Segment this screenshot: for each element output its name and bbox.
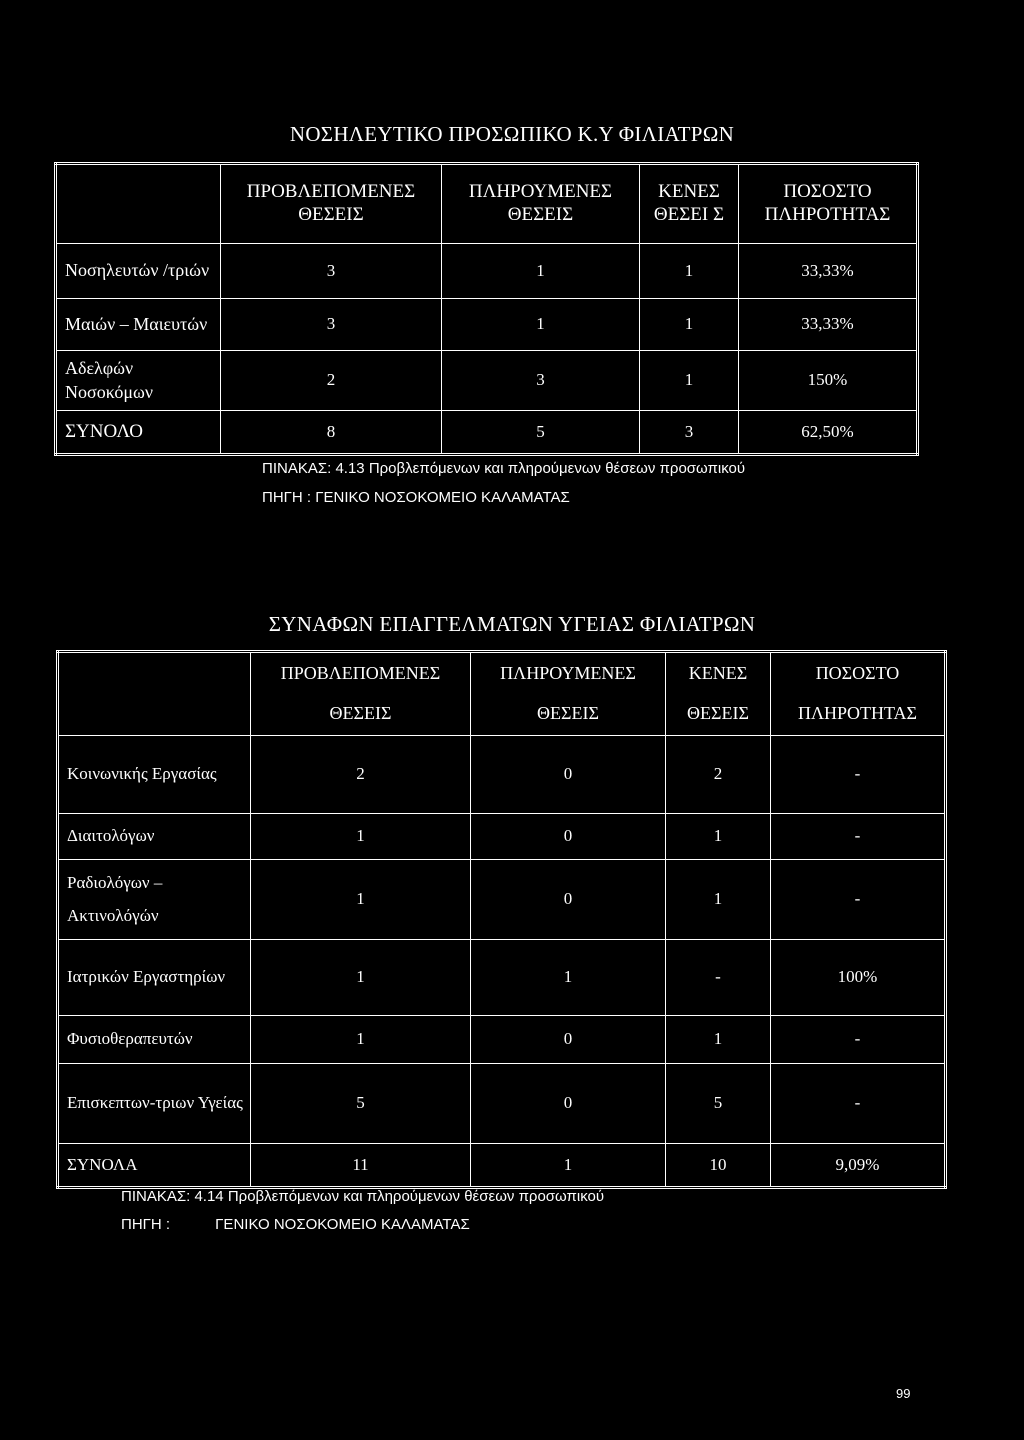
table1-header-planned: ΠΡΟΒΛΕΠΟΜΕΝΕΣ ΘΕΣΕΙΣ [221, 164, 442, 244]
cell-filled: 0 [471, 736, 666, 814]
cell-vacant: 1 [666, 860, 771, 940]
table1-header-blank [56, 164, 221, 244]
cell-planned: 3 [221, 299, 442, 351]
table-row [58, 814, 946, 860]
cell-planned: 5 [251, 1064, 471, 1144]
table-row [56, 351, 918, 411]
table2-caption-label: ΠΙΝΑΚΑΣ: 4.14 [121, 1188, 224, 1205]
table-row [56, 244, 918, 299]
cell-filled: 0 [471, 1016, 666, 1064]
row-label: Αδελφών Νοσοκόμων [56, 351, 221, 411]
table2 [56, 650, 947, 1189]
table2-header-planned: ΠΡΟΒΛΕΠΟΜΕΝΕΣ ΘΕΣΕΙΣ [251, 652, 471, 736]
table2-caption-text: Προβλεπόμενων και πληρούμενων θέσεων προσωπικού [227, 1188, 605, 1205]
row-label: Κοινωνικής Εργασίας [58, 736, 251, 814]
row-label: Επισκεπτων-τριων Υγείας [58, 1064, 251, 1144]
cell-percentage: - [771, 1016, 946, 1064]
cell-vacant: 2 [666, 736, 771, 814]
table2-header-row [58, 652, 946, 736]
cell-percentage: 33,33% [739, 299, 918, 351]
cell-vacant: 1 [640, 299, 739, 351]
table1-title: ΝΟΣΗΛΕΥΤΙΚΟ ΠΡΟΣΩΠΙΚΟ Κ.Υ ΦΙΛΙΑΤΡΩΝ [289, 122, 735, 146]
cell-planned: 3 [221, 244, 442, 299]
cell-vacant: - [666, 940, 771, 1016]
cell-filled: 1 [442, 244, 640, 299]
row-label: ΣΥΝΟΛΑ [58, 1144, 251, 1188]
table2-title: ΣΥΝΑΦΩΝ ΕΠΑΓΓΕΛΜΑΤΩΝ ΥΓΕΙΑΣ ΦΙΛΙΑΤΡΩΝ [268, 612, 756, 636]
table2-header-blank [58, 652, 251, 736]
cell-vacant: 5 [666, 1064, 771, 1144]
table-row [58, 736, 946, 814]
cell-percentage: - [771, 1064, 946, 1144]
cell-planned: 8 [221, 411, 442, 455]
cell-percentage: 150% [739, 351, 918, 411]
table2-header-percentage: ΠΟΣΟΣΤΟ ΠΛΗΡΟΤΗΤΑΣ [771, 652, 946, 736]
cell-filled: 1 [442, 299, 640, 351]
cell-percentage: 9,09% [771, 1144, 946, 1188]
table1-header-filled: ΠΛΗΡΟΥΜΕΝΕΣ ΘΕΣΕΙΣ [442, 164, 640, 244]
cell-filled: 0 [471, 860, 666, 940]
row-label: Ιατρικών Εργαστηρίων [58, 940, 251, 1016]
cell-planned: 1 [251, 860, 471, 940]
cell-planned: 1 [251, 814, 471, 860]
cell-filled: 0 [471, 1064, 666, 1144]
cell-percentage: - [771, 814, 946, 860]
table1-header-row [56, 164, 918, 244]
table2-header-vacant: ΚΕΝΕΣ ΘΕΣΕΙΣ [666, 652, 771, 736]
row-label: Ραδιολόγων – Ακτινολόγών [58, 860, 251, 940]
table2-source-text: ΓΕΝΙΚΟ ΝΟΣΟΚΟΜΕΙΟ ΚΑΛΑΜΑΤΑΣ [215, 1216, 470, 1233]
cell-filled: 1 [471, 940, 666, 1016]
cell-planned: 11 [251, 1144, 471, 1188]
cell-planned: 1 [251, 1016, 471, 1064]
table2-caption [121, 1189, 604, 1204]
table2-source-label: ΠΗΓΗ : [121, 1216, 171, 1233]
cell-percentage: - [771, 860, 946, 940]
table1 [54, 162, 919, 456]
row-label: Φυσιοθεραπευτών [58, 1016, 251, 1064]
table-row [58, 860, 946, 940]
cell-percentage: 100% [771, 940, 946, 1016]
page-number: 99 [896, 1386, 911, 1401]
cell-filled: 1 [471, 1144, 666, 1188]
cell-vacant: 1 [640, 351, 739, 411]
cell-filled: 3 [442, 351, 640, 411]
cell-planned: 1 [251, 940, 471, 1016]
row-label: Νοσηλευτών /τριών [56, 244, 221, 299]
table-row [58, 1064, 946, 1144]
table1-header-vacant: ΚΕΝΕΣ ΘΕΣΕΙ Σ [640, 164, 739, 244]
table-row [56, 299, 918, 351]
cell-vacant: 1 [666, 814, 771, 860]
row-label: ΣΥΝΟΛΟ [56, 411, 221, 455]
cell-planned: 2 [251, 736, 471, 814]
cell-percentage: - [771, 736, 946, 814]
table1-header-percentage: ΠΟΣΟΣΤΟ ΠΛΗΡΟΤΗΤΑΣ [739, 164, 918, 244]
cell-filled: 5 [442, 411, 640, 455]
cell-planned: 2 [221, 351, 442, 411]
cell-vacant: 3 [640, 411, 739, 455]
table2-source [121, 1217, 470, 1232]
cell-percentage: 33,33% [739, 244, 918, 299]
cell-vacant: 1 [640, 244, 739, 299]
cell-filled: 0 [471, 814, 666, 860]
cell-percentage: 62,50% [739, 411, 918, 455]
row-label: Μαιών – Μαιευτών [56, 299, 221, 351]
table-row [58, 940, 946, 1016]
table1-source: ΠΗΓΗ : ΓΕΝΙΚΟ ΝΟΣΟΚΟΜΕΙΟ ΚΑΛΑΜΑΤΑΣ [262, 489, 570, 506]
cell-vacant: 1 [666, 1016, 771, 1064]
table-row [58, 1016, 946, 1064]
table2-header-filled: ΠΛΗΡΟΥΜΕΝΕΣ ΘΕΣΕΙΣ [471, 652, 666, 736]
table2-total-row [58, 1144, 946, 1188]
table1-caption: ΠΙΝΑΚΑΣ: 4.13 Προβλεπόμενων και πληρούμενων θέσεων προσωπικού [262, 460, 746, 477]
cell-vacant: 10 [666, 1144, 771, 1188]
table1-total-row [56, 411, 918, 455]
row-label: Διαιτολόγων [58, 814, 251, 860]
